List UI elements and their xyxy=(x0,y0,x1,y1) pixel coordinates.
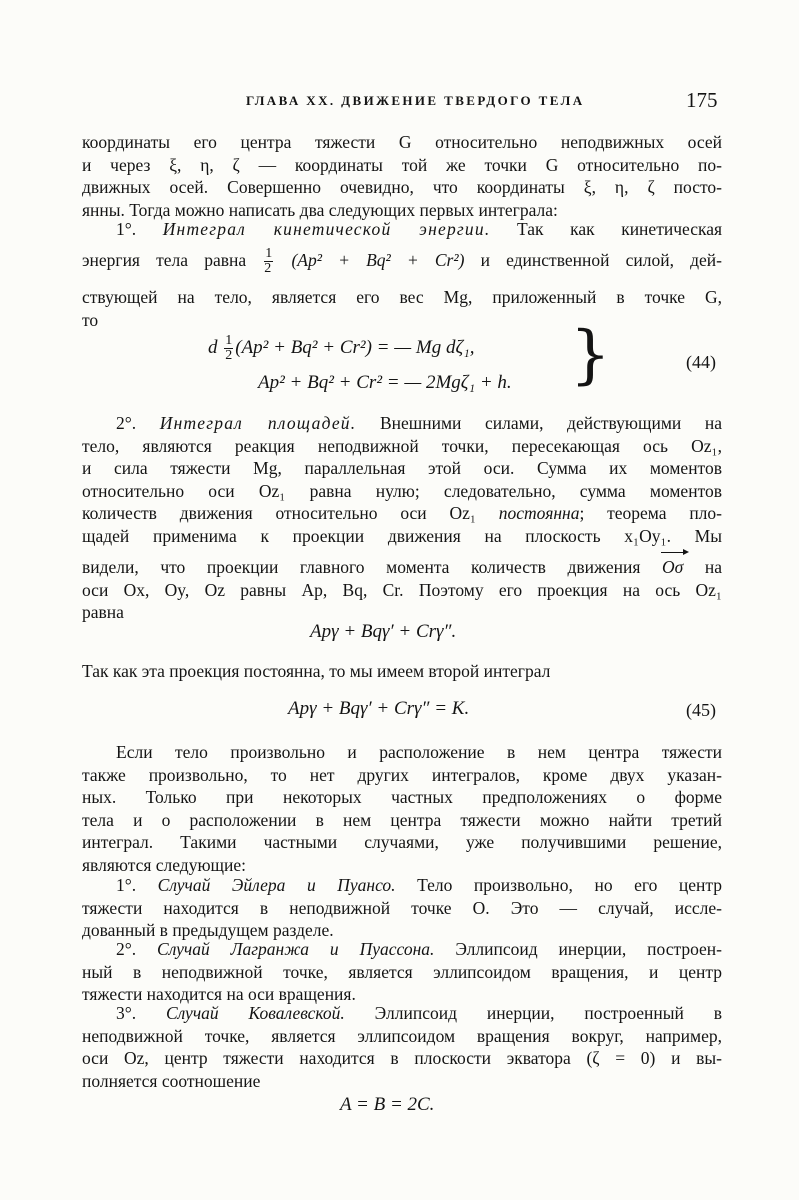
text-fragment: видели, что проекции главного момента количеств движения xyxy=(82,557,641,577)
text-line: тела и о расположении в нем центра тяжести можно найти третий xyxy=(82,809,722,830)
fraction-numerator: 1 xyxy=(265,246,273,262)
text-line: являются следующие: xyxy=(82,854,246,875)
paragraph-area-cont xyxy=(82,556,722,624)
equation-projection: Apγ + Bqγ′ + Crγ″. xyxy=(310,621,457,642)
paragraph-other-integrals xyxy=(82,741,722,876)
case-title: Случай Эйлера и Пуансо. xyxy=(157,875,396,895)
case-lagrange-poisson xyxy=(82,938,722,1006)
formula-fragment: (Ap² + Bq² + Cr²) = — Mg dζ₁, xyxy=(235,336,475,358)
text-fragment: Тело произвольно, но его центр xyxy=(417,875,723,895)
section-title: Интеграл кинетической энергии. xyxy=(162,219,491,239)
text-fragment: на xyxy=(704,557,723,577)
equation-45: Apγ + Bqγ′ + Crγ″ = K. xyxy=(288,698,470,719)
text-fragment: Внешними силами, действующими на xyxy=(379,413,723,433)
fraction-half xyxy=(224,334,233,363)
paragraph-area-integral xyxy=(82,412,722,547)
case-kovalevskaya xyxy=(82,1002,722,1092)
formula-fragment: d xyxy=(208,336,218,358)
text-line: и сила тяжести Mg, параллельная этой оси. Сумма их моментов xyxy=(82,458,722,478)
item-number: 2°. xyxy=(116,413,137,433)
equation-44-line-2: Ap² + Bq² + Cr² = — 2Mgζ₁ + h. xyxy=(258,372,512,393)
text-line xyxy=(82,556,722,579)
equation-number: (44) xyxy=(686,352,716,372)
emphasis: постоянна xyxy=(498,503,580,523)
running-head: ГЛАВА XX. ДВИЖЕНИЕ ТВЕРДОГО ТЕЛА xyxy=(246,93,585,108)
text-line: также произвольно, то нет других интегралов, кроме двух указан- xyxy=(82,764,722,785)
text-line xyxy=(82,412,722,435)
text-line: тяжести находится на оси вращения. xyxy=(82,984,356,1004)
text-line: ствующей на тело, является его вес Mg, приложенный в точке G, xyxy=(82,287,722,307)
fraction-denominator: 2 xyxy=(264,261,272,277)
item-number: 3°. xyxy=(116,1003,137,1023)
vector-moment: Oσ xyxy=(662,557,684,577)
text-line: тяжести находится в неподвижной точке O. Это — случай, иссле- xyxy=(82,897,722,918)
text-line: Если тело произвольно и расположение в нем центра тяжести xyxy=(116,742,722,762)
equation-44-line-1 xyxy=(208,334,475,363)
paragraph-energy-integral xyxy=(82,218,722,241)
text-fragment: Эллипсоид инерции, построен- xyxy=(455,939,722,959)
text-line: щадей применима к проекции движения на плоскость x₁Oy₁. Мы xyxy=(82,525,722,546)
page-header xyxy=(0,88,799,114)
case-euler-poinsot xyxy=(82,874,722,942)
section-title: Интеграл площадей. xyxy=(159,413,357,433)
text-line: и через ξ, η, ζ — координаты той же точки G относительно по- xyxy=(82,154,722,175)
text-line: ных. Только при некоторых частных предположениях о форме xyxy=(82,787,722,807)
text-line: движных осей. Совершенно очевидно, что координаты ξ, η, ζ посто- xyxy=(82,177,722,197)
text-fragment: Эллипсоид инерции, построенный в xyxy=(374,1003,723,1023)
page-number: 175 xyxy=(686,88,718,112)
text-line: оси Oz, центр тяжести находится в плоскости экватора (ζ = 0) и вы- xyxy=(82,1048,722,1068)
energy-expression: (Ap² + Bq² + Cr²) xyxy=(291,250,465,270)
text-line: оси Ox, Oy, Oz равны Ap, Bq, Cr. Поэтому его проекция на ось Oz₁ xyxy=(82,579,722,600)
text-line: относительно оси Oz₁ равна нулю; следовательно, сумма моментов xyxy=(82,480,722,501)
text-line xyxy=(82,502,722,525)
text-line: тело, являются реакция неподвижной точки, пересекающая ось Oz₁, xyxy=(82,435,722,456)
text-line: полняется соотношение xyxy=(82,1070,261,1091)
text-line xyxy=(82,938,722,961)
text-line: равна xyxy=(82,602,124,622)
equation-number: (45) xyxy=(686,700,716,720)
text-line: дованный в предыдущем разделе. xyxy=(82,920,334,940)
text-line: янны. Тогда можно написать два следующих первых интеграла: xyxy=(82,199,558,220)
text-line: ный в неподвижной точке, является эллипсоидом вращения, и центр xyxy=(82,961,722,982)
item-number: 2°. xyxy=(116,939,137,959)
text-line xyxy=(82,874,722,897)
text-fragment: количеств движения относительно оси Oz₁ xyxy=(82,503,476,523)
text-line: координаты его центра тяжести G относительно неподвижных осей xyxy=(82,132,722,152)
fraction-half xyxy=(264,247,273,276)
text-line: неподвижной точке, является эллипсоидом вращения вокруг, например, xyxy=(82,1025,722,1046)
case-title: Случай Ковалевской. xyxy=(165,1003,345,1023)
case-title: Случай Лагранжа и Пуассона. xyxy=(157,939,435,959)
text-line xyxy=(82,243,722,277)
text-line: интеграл. Такими частными случаями, уже получившими решение, xyxy=(82,832,722,852)
text-fragment: и единственной силой, дей- xyxy=(480,250,722,270)
text-line xyxy=(82,218,722,241)
paragraph-coordinates xyxy=(82,131,722,221)
text-line xyxy=(82,1002,722,1025)
text-fragment: энергия тела равна xyxy=(82,250,247,270)
paragraph-second-integral xyxy=(82,660,722,683)
text-fragment: Так как кинетическая xyxy=(517,219,723,239)
energy-line xyxy=(82,243,722,277)
fraction-denominator: 2 xyxy=(225,348,233,363)
item-number: 1°. xyxy=(116,875,137,895)
paragraph-energy-cont xyxy=(82,286,722,331)
text-line: Так как эта проекция постоянна, то мы имеем второй интеграл xyxy=(82,661,551,681)
text-line: то xyxy=(82,309,99,330)
equation-kovalevskaya: A = B = 2C. xyxy=(340,1094,435,1115)
fraction-numerator: 1 xyxy=(225,333,233,348)
right-brace-icon: } xyxy=(570,318,611,392)
text-fragment: ; теорема пло- xyxy=(579,503,722,523)
item-number: 1°. xyxy=(116,219,137,239)
